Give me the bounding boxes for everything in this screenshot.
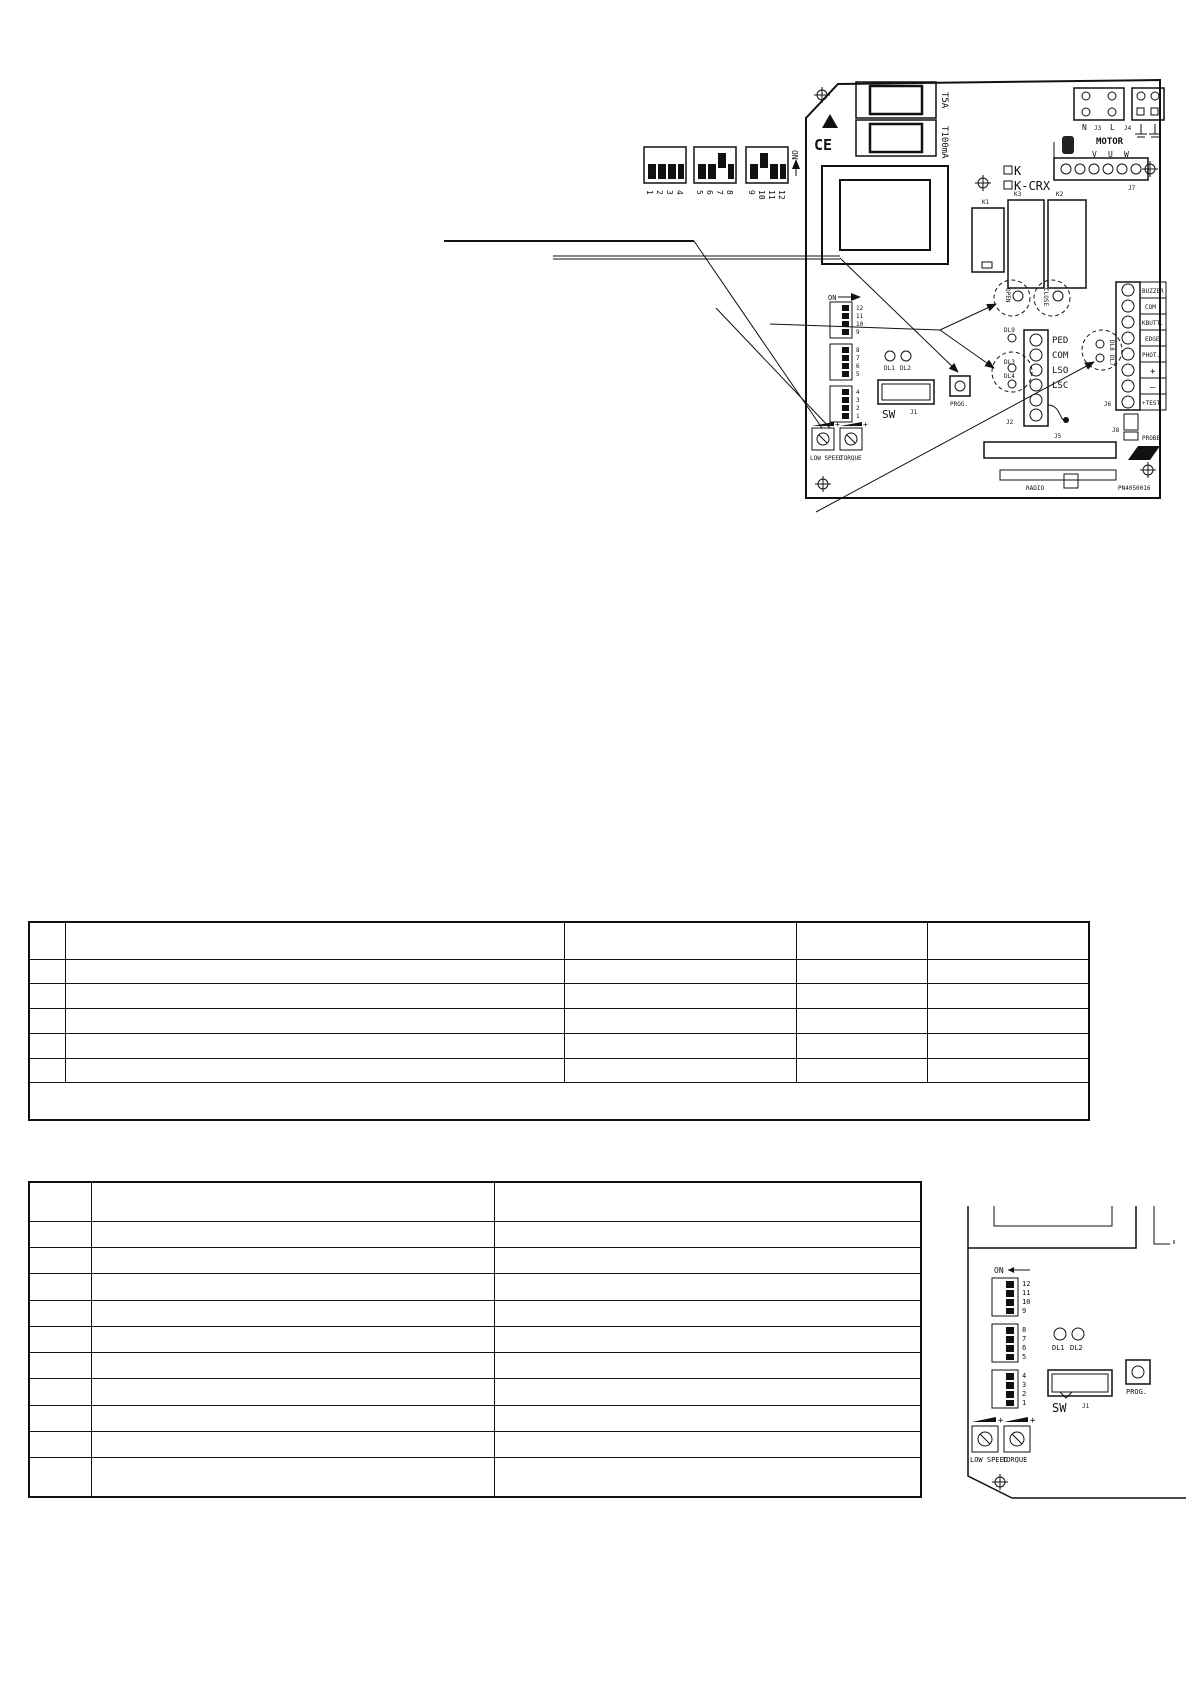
board-dip-numbers <box>856 305 864 420</box>
table-footer-row <box>29 1083 1089 1120</box>
svg-text:5: 5 <box>856 371 860 378</box>
svg-text:6: 6 <box>1022 1344 1027 1352</box>
table-row <box>29 1058 1089 1083</box>
detail-dip-numbers <box>1022 1280 1030 1407</box>
led-dl4-label: DL4 <box>1004 373 1015 380</box>
detail-prog-button <box>1126 1360 1150 1384</box>
dip-switch-group-3 <box>746 147 788 183</box>
detail-prog-label: PROG. <box>1126 1388 1148 1396</box>
table-row <box>29 1458 921 1497</box>
svg-text:11: 11 <box>767 190 776 200</box>
trimmer-low-speed-label: LOW SPEED <box>810 455 843 462</box>
svg-text:5: 5 <box>695 190 704 195</box>
terminal-j6 <box>1116 282 1140 410</box>
table-row <box>29 984 1089 1009</box>
detail-led-dl2-label: DL2 <box>1070 1344 1083 1352</box>
connector-j3 <box>1074 88 1124 120</box>
leader-lines <box>444 241 1094 512</box>
j2-term-lsc: LSC <box>1052 381 1069 391</box>
table-row <box>29 1221 921 1247</box>
relay-k3-label: K3 <box>1014 191 1022 198</box>
trimmer-torque-label: TORQUE <box>840 455 862 462</box>
radio-label: RADIO <box>1026 485 1045 492</box>
svg-text:2: 2 <box>856 405 860 412</box>
table-row <box>29 1300 921 1326</box>
svg-text:+: + <box>1030 1416 1036 1426</box>
table-row <box>29 1248 921 1274</box>
svg-text:6: 6 <box>705 190 714 195</box>
terminal-j2 <box>1024 330 1048 426</box>
svg-text:1: 1 <box>856 413 860 420</box>
dip-group-2-numbers <box>695 190 734 195</box>
svg-text:9: 9 <box>747 190 756 195</box>
ce-mark: CE <box>814 136 833 154</box>
mounting-hole-icon <box>814 87 1161 492</box>
relay-k1-label: K1 <box>982 199 990 206</box>
svg-text:12: 12 <box>856 305 864 312</box>
led-open-highlight <box>994 280 1030 316</box>
svg-text:3: 3 <box>856 397 860 404</box>
j2-term-lso: LSO <box>1052 366 1069 376</box>
svg-text:6: 6 <box>856 363 860 370</box>
svg-text:1: 1 <box>645 190 654 195</box>
j6-term-edge: EDGE <box>1145 336 1160 343</box>
j6-term-minus: – <box>1150 383 1156 393</box>
relay-k2-label: K2 <box>1056 191 1064 198</box>
detail-dip-switch-block <box>992 1278 1018 1408</box>
j2-term-ped: PED <box>1052 336 1069 346</box>
relay-k2 <box>1048 200 1086 288</box>
led-dl7-label: DL7 <box>1108 355 1115 366</box>
j7-label: J7 <box>1128 185 1136 192</box>
motor-capacitor <box>1062 136 1074 154</box>
svg-text:1: 1 <box>1022 1399 1027 1407</box>
svg-text:8: 8 <box>856 347 860 354</box>
board-detail-view <box>956 1200 1186 1504</box>
connector-j7-motor <box>1054 158 1148 180</box>
svg-text:2: 2 <box>1022 1390 1027 1398</box>
table-row <box>29 1379 921 1405</box>
j3-pin-n: N <box>1082 123 1087 132</box>
table-row <box>29 1431 921 1457</box>
table-row <box>29 1274 921 1300</box>
svg-text:10: 10 <box>856 321 864 328</box>
detail-trimmer-low-speed-label: LOW SPEED <box>970 1456 1008 1464</box>
svg-text:2: 2 <box>655 190 664 195</box>
svg-text:8: 8 <box>1022 1326 1027 1334</box>
relay-k3 <box>1008 200 1044 288</box>
j4-label: J4 <box>1124 125 1132 132</box>
table-row <box>29 1326 921 1352</box>
motor-pin-w: W <box>1124 150 1129 159</box>
fuse-lower <box>856 120 936 156</box>
fuse-upper-label: T5A <box>939 92 949 109</box>
j5-label: J5 <box>1054 433 1062 440</box>
detail-j1-label: J1 <box>1082 1403 1090 1410</box>
dip-group-3-numbers <box>747 190 786 200</box>
svg-text:4: 4 <box>856 389 860 396</box>
detail-mounting-hole-icon <box>992 1474 1008 1490</box>
svg-text:+: + <box>863 420 868 429</box>
table-row <box>29 959 1089 984</box>
led-dl1-label: DL1 <box>884 365 895 372</box>
dip-switch-group-1 <box>644 147 686 183</box>
settings-table <box>28 921 1090 1121</box>
sw-label: SW <box>882 408 896 421</box>
led-dl2-label: DL2 <box>900 365 911 372</box>
table-row <box>29 1405 921 1431</box>
dip-group-1-numbers <box>645 190 684 195</box>
svg-text:12: 12 <box>1022 1280 1031 1288</box>
j6-term-phot: PHOT. <box>1142 352 1161 359</box>
dip-on-label: ON <box>790 150 799 160</box>
board-dip-switch-block <box>830 302 852 422</box>
prog-button <box>950 376 970 396</box>
svg-text:11: 11 <box>1022 1289 1031 1297</box>
option-k: K <box>1014 164 1022 178</box>
j3-label: J3 <box>1094 125 1102 132</box>
probe-label: PROBE <box>1142 435 1161 442</box>
table-row <box>29 1033 1089 1058</box>
dip-switch-table <box>28 1181 922 1498</box>
svg-text:4: 4 <box>675 190 684 195</box>
j6-term-com: COM <box>1145 304 1156 311</box>
led-close-highlight <box>1034 280 1070 316</box>
detail-trimmer-torque-label: TORQUE <box>1002 1456 1028 1464</box>
j6-label: J6 <box>1104 401 1112 408</box>
svg-text:5: 5 <box>1022 1353 1027 1361</box>
j6-term-test: +TEST <box>1142 400 1161 407</box>
svg-text:3: 3 <box>665 190 674 195</box>
ground-icon <box>1135 124 1161 137</box>
svg-text:10: 10 <box>1022 1298 1031 1306</box>
dip-switch-group-2 <box>694 147 736 183</box>
option-k-crx: K-CRX <box>1014 179 1051 193</box>
svg-text:11: 11 <box>856 313 864 320</box>
connector-j8 <box>1124 414 1138 430</box>
j1-label: J1 <box>910 409 918 416</box>
control-board-diagram <box>0 0 1191 520</box>
led-dl8-label: DL8 <box>1108 340 1115 351</box>
j6-term-plus: + <box>1150 367 1156 377</box>
fuse-upper <box>856 82 936 118</box>
svg-text:7: 7 <box>856 355 860 362</box>
svg-text:7: 7 <box>1022 1335 1027 1343</box>
led-dl9-label: DL9 <box>1004 327 1015 334</box>
svg-text:9: 9 <box>856 329 860 336</box>
motor-pin-v: V <box>1092 150 1097 159</box>
svg-text:3: 3 <box>1022 1381 1027 1389</box>
j6-term-kbutt: KBUTT. <box>1142 320 1164 327</box>
table-row <box>29 1009 1089 1034</box>
table-row <box>29 1182 921 1221</box>
prog-label: PROG. <box>950 401 969 408</box>
svg-text:9: 9 <box>1022 1307 1027 1315</box>
svg-text:7: 7 <box>715 190 724 195</box>
radio-connector <box>984 442 1116 458</box>
detail-dip-on-label: ON <box>994 1266 1004 1275</box>
j3-pin-l: L <box>1110 123 1115 132</box>
motor-label: MOTOR <box>1096 137 1124 147</box>
svg-text:10: 10 <box>757 190 766 200</box>
j2-label: J2 <box>1006 419 1014 426</box>
led-close-label: CLOSE <box>1042 288 1049 307</box>
detail-led-dl1-label: DL1 <box>1052 1344 1065 1352</box>
svg-text:8: 8 <box>725 190 734 195</box>
j2-term-com: COM <box>1052 351 1069 361</box>
led-open-label: OPEN <box>1004 288 1011 303</box>
board-code: PN4050016 <box>1118 485 1151 492</box>
board-dip-on-label: ON <box>828 294 837 302</box>
svg-text:4: 4 <box>1022 1372 1027 1380</box>
j8-label: J8 <box>1112 427 1120 434</box>
manufacturer-logo-icon <box>1128 446 1160 460</box>
table-row <box>29 1353 921 1379</box>
fuse-lower-label: T100mA <box>939 126 949 159</box>
esd-warning-icon <box>822 114 838 128</box>
svg-text:12: 12 <box>777 190 786 200</box>
led-dl3-label: DL3 <box>1004 359 1015 366</box>
svg-text:+: + <box>998 1416 1004 1426</box>
svg-text:+: + <box>835 420 840 429</box>
table-row <box>29 922 1089 959</box>
j6-term-buzzer: BUZZER <box>1142 288 1164 295</box>
motor-pin-u: U <box>1108 150 1113 159</box>
detail-sw-label: SW <box>1052 1401 1067 1415</box>
